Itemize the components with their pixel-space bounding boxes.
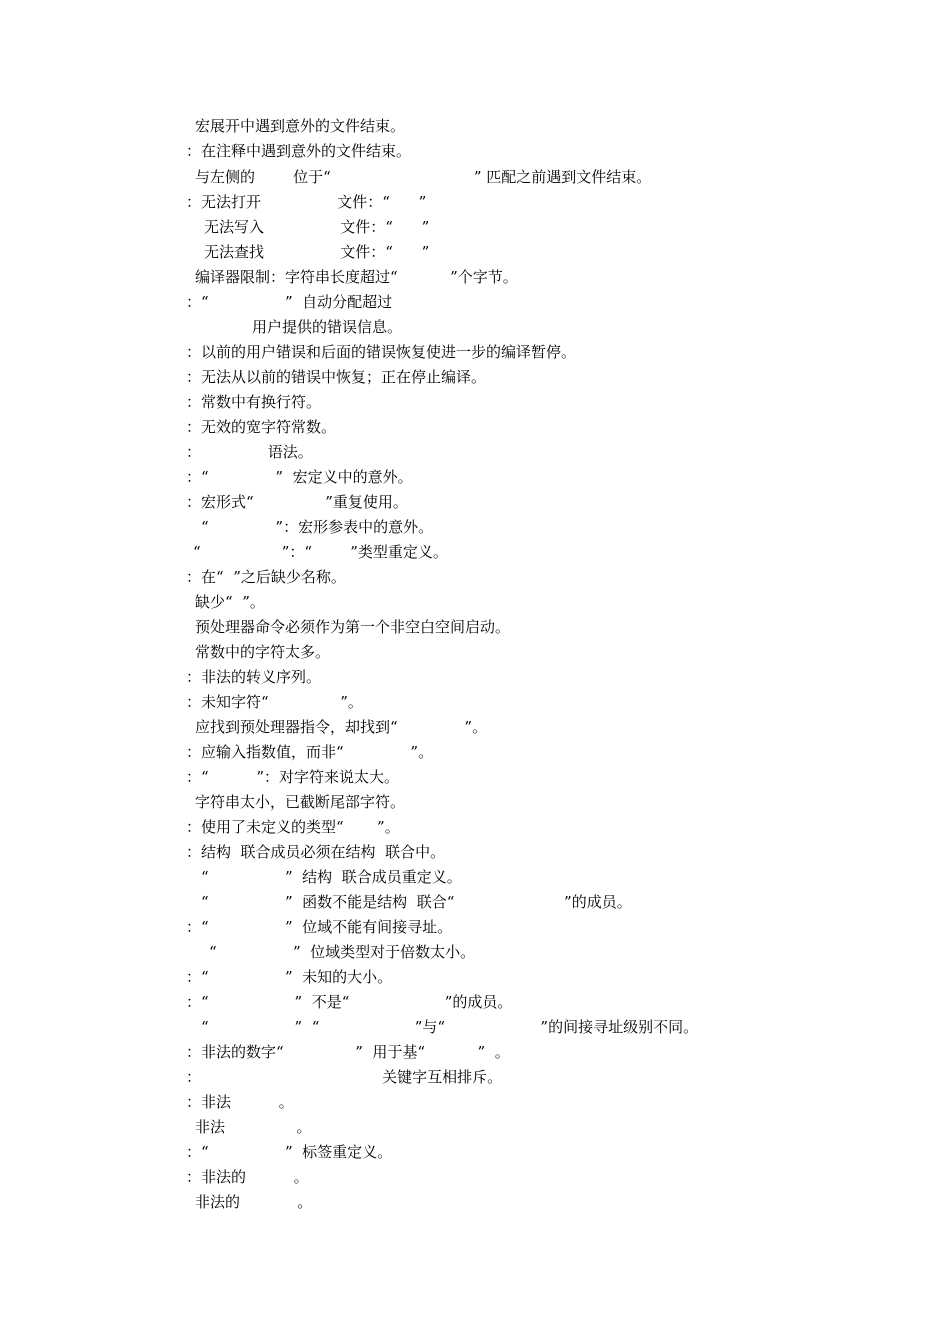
- text-line: “ ” 函数不能是结构 联合“ ”的成员。: [201, 893, 632, 911]
- text-line: ：非法的 。: [186, 1168, 309, 1186]
- text-line: ：应输入指数值，而非“ ”。: [186, 743, 434, 761]
- text-line: “ ” 结构 联合成员重定义。: [201, 868, 462, 886]
- text-line: 缺少“ ”。: [195, 593, 265, 611]
- text-line: ：非法的转义序列。: [186, 668, 322, 686]
- text-line: ：未知字符“ ”。: [186, 693, 363, 711]
- text-line: ：非法的数字“ ” 用于基“ ” 。: [186, 1043, 510, 1061]
- text-line: ：“ ” 未知的大小。: [186, 968, 393, 986]
- text-line: ：常数中有换行符。: [186, 393, 322, 411]
- text-line: ：“ ” 位域不能有间接寻址。: [186, 918, 453, 936]
- text-line: ：“ ”：对字符来说太大。: [186, 768, 400, 786]
- text-line: “ ” “ ”与“ ”的间接寻址级别不同。: [201, 1018, 699, 1036]
- text-line: 非法的 。: [195, 1193, 313, 1211]
- text-line: 非法 。: [195, 1118, 312, 1136]
- text-line: ：“ ” 自动分配超过: [186, 293, 393, 311]
- text-line: ：“ ” 不是“ ”的成员。: [186, 993, 513, 1011]
- text-line: “ ” 位域类型对于倍数太小。: [209, 943, 476, 961]
- text-line: 与左侧的 位于“ ” 匹配之前遇到文件结束。: [195, 168, 652, 186]
- text-line: 宏展开中遇到意外的文件结束。: [195, 117, 406, 135]
- text-line: ： 语法。: [186, 443, 313, 461]
- text-line: ：“ ” 标签重定义。: [186, 1143, 393, 1161]
- text-line: “ ”：宏形参表中的意外。: [201, 518, 434, 536]
- text-line: ： 关键字互相排斥。: [186, 1068, 503, 1086]
- text-line: 用户提供的错误信息。: [252, 318, 403, 336]
- text-line: ：无法从以前的错误中恢复；正在停止编译。: [186, 368, 487, 386]
- text-line: 编译器限制：字符串长度超过“ ”个字节。: [195, 268, 518, 286]
- text-line: ：结构 联合成员必须在结构 联合中。: [186, 843, 446, 861]
- text-line: ：宏形式“ ”重复使用。: [186, 493, 408, 511]
- text-line: ：在注释中遇到意外的文件结束。: [186, 142, 412, 160]
- text-line: ：使用了未定义的类型“ ”。: [186, 818, 400, 836]
- text-line: 预处理器命令必须作为第一个非空白空间启动。: [195, 618, 511, 636]
- text-line: ：以前的用户错误和后面的错误恢复使进一步的编译暂停。: [186, 343, 577, 361]
- text-line: ：无法打开 文件：“ ”: [186, 193, 427, 211]
- text-line: 应找到预处理器指令，却找到“ ”。: [195, 718, 488, 736]
- text-line: ：无效的宽字符常数。: [186, 418, 337, 436]
- text-line: “ ”：“ ”类型重定义。: [193, 543, 448, 561]
- text-line: 字符串太小，已截断尾部字符。: [195, 793, 406, 811]
- text-line: ：在“ ”之后缺少名称。: [186, 568, 346, 586]
- text-line: ：“ ” 宏定义中的意外。: [186, 468, 413, 486]
- text-line: 无法查找 文件：“ ”: [204, 243, 430, 261]
- text-line: ：非法 。: [186, 1093, 294, 1111]
- text-line: 无法写入 文件：“ ”: [204, 218, 430, 236]
- text-line: 常数中的字符太多。: [195, 643, 331, 661]
